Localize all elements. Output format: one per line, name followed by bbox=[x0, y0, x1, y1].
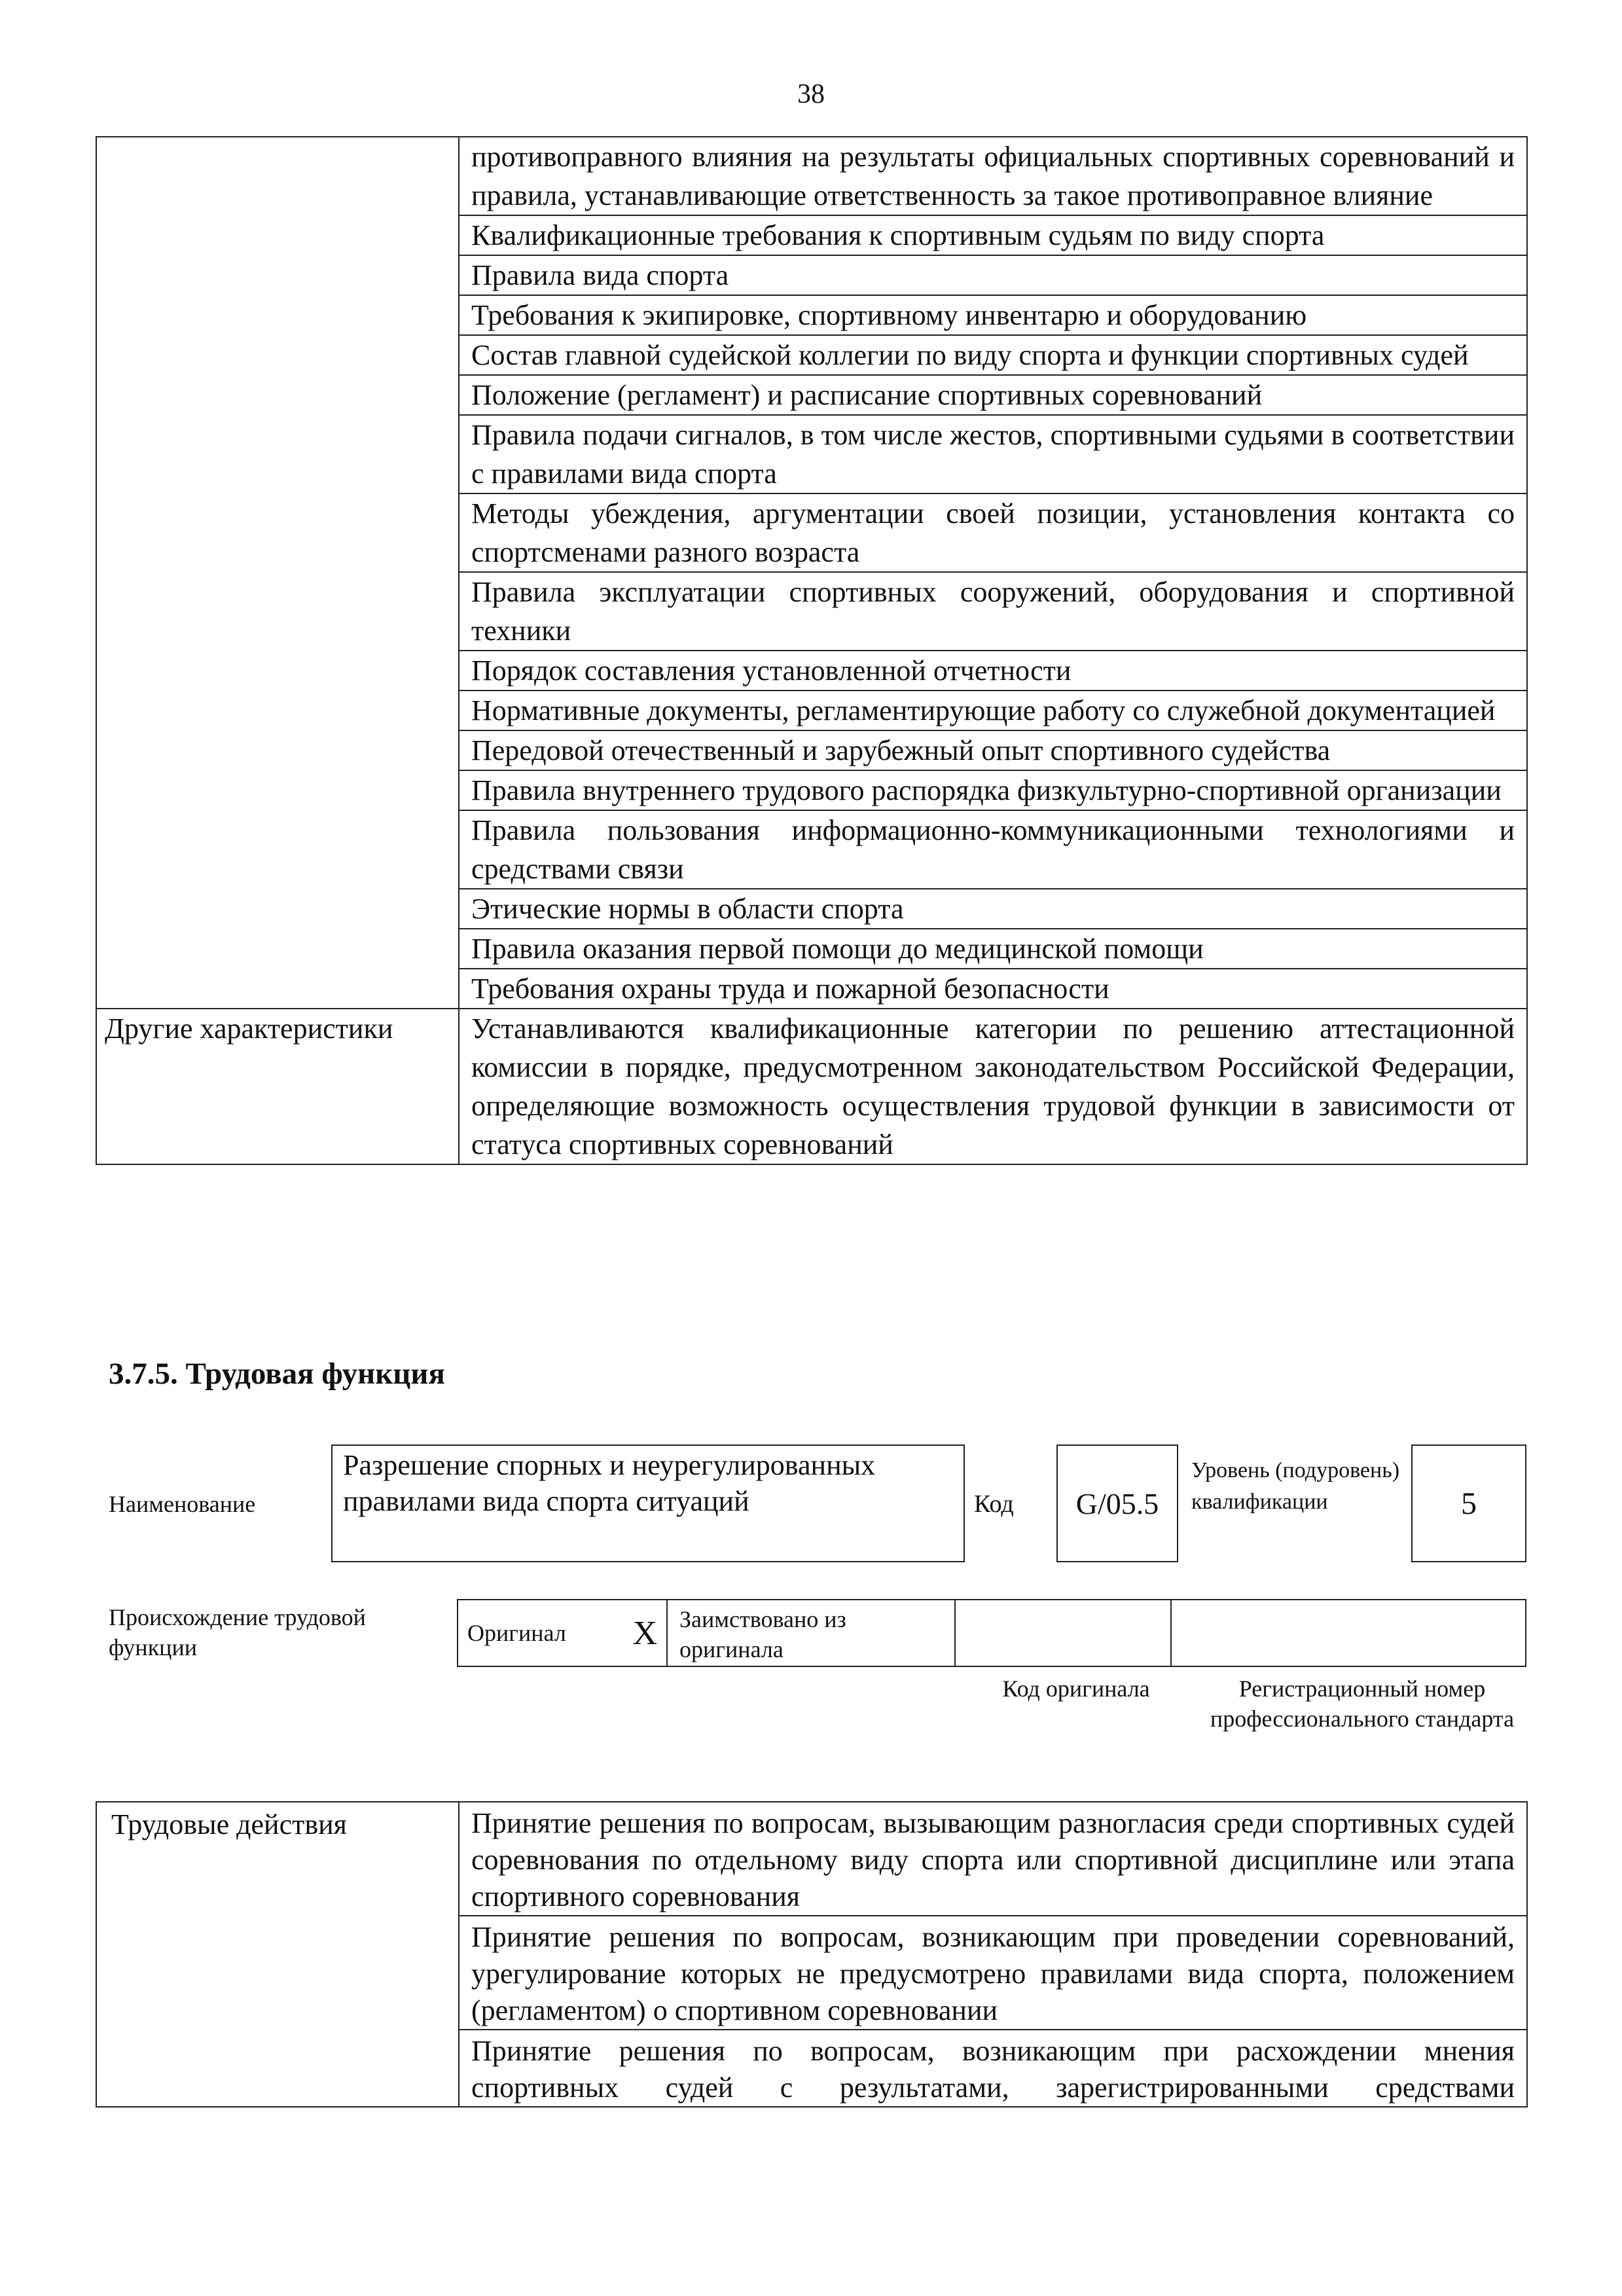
function-name-box: Разрешение спорных и неурегулированных правилами вида спорта ситуаций bbox=[331, 1444, 965, 1562]
knowledge-item: Правила внутреннего трудового распорядка физкультурно-спортивной организации bbox=[459, 770, 1527, 810]
labor-action-item: Принятие решения по вопросам, возникающим при проведении соревнований, урегулирование которых не предусмотрено правилами вида спорта, положением (регламентом) о спортивном соревновании bbox=[459, 1916, 1527, 2030]
knowledge-item: Правила эксплуатации спортивных сооружений, оборудования и спортивной техники bbox=[459, 572, 1527, 651]
origin-mark: X bbox=[632, 1614, 657, 1652]
origin-original-cell bbox=[458, 1600, 668, 1666]
knowledge-item: Состав главной судейской коллегии по виду спорта и функции спортивных судей bbox=[459, 335, 1527, 375]
knowledge-item: Правила оказания первой помощи до медицинской помощи bbox=[459, 929, 1527, 969]
labor-actions-table bbox=[96, 1801, 1528, 2108]
knowledge-label-cell bbox=[96, 137, 459, 1009]
table-row bbox=[96, 1009, 1527, 1164]
page-number: 38 bbox=[797, 79, 825, 109]
knowledge-item: Требования охраны труда и пожарной безопасности bbox=[459, 969, 1527, 1009]
labor-actions-label: Трудовые действия bbox=[96, 1802, 459, 2107]
knowledge-item: Положение (регламент) и расписание спортивных соревнований bbox=[459, 375, 1527, 415]
origin-borrowed-cell: Заимствовано из оригинала bbox=[668, 1600, 956, 1666]
origin-code-caption: Код оригинала bbox=[1002, 1676, 1150, 1702]
knowledge-item: Правила подачи сигналов, в том числе жестов, спортивными судьями в соответствии с правилами вида спорта bbox=[459, 415, 1527, 493]
origin-reg-caption: Регистрационный номер профессионального стандарта bbox=[1210, 1676, 1515, 1732]
level-label: Уровень (подуровень) квалификации bbox=[1191, 1458, 1400, 1514]
knowledge-item: Передовой отечественный и зарубежный опыт спортивного судейства bbox=[459, 730, 1527, 770]
knowledge-item: Требования к экипировке, спортивному инвентарю и оборудованию bbox=[459, 295, 1527, 335]
knowledge-item: Нормативные документы, регламентирующие работу со служебной документацией bbox=[459, 691, 1527, 730]
labor-action-item: Принятие решения по вопросам, вызывающим разногласия среди спортивных судей соревнования по отдельному виду спорта или спортивной дисциплине или этапа спортивного соревнования bbox=[459, 1802, 1527, 1916]
knowledge-item: Порядок составления установленной отчетности bbox=[459, 651, 1527, 691]
knowledge-item: Этические нормы в области спорта bbox=[459, 889, 1527, 929]
table-row bbox=[96, 137, 1527, 215]
knowledge-item: противоправного влияния на результаты официальных спортивных соревнований и правила, устанавливающие ответственность за такое противоправное влияние bbox=[459, 137, 1527, 215]
origin-reg-cell bbox=[1172, 1600, 1525, 1666]
knowledge-table bbox=[96, 136, 1528, 1165]
knowledge-item: Методы убеждения, аргументации своей позиции, установления контакта со спортсменами разного возраста bbox=[459, 493, 1527, 572]
code-box: G/05.5 bbox=[1056, 1444, 1178, 1562]
origin-label: Происхождение трудовой функции bbox=[109, 1604, 366, 1660]
name-label: Наименование bbox=[109, 1491, 256, 1517]
section-heading: 3.7.5. Трудовая функция bbox=[109, 1357, 445, 1391]
other-characteristics-text: Устанавливаются квалификационные категории по решению аттестационной комиссии в порядке, предусмотренном законодательством Российской Федерации, определяющие возможность осуществления трудовой функции в зависимости от статуса спортивных соревнований bbox=[459, 1009, 1527, 1164]
knowledge-item: Квалификационные требования к спортивным судьям по виду спорта bbox=[459, 215, 1527, 255]
origin-row bbox=[457, 1599, 1526, 1667]
table-row bbox=[96, 1802, 1527, 1916]
knowledge-item: Правила вида спорта bbox=[459, 255, 1527, 295]
labor-action-item: Принятие решения по вопросам, возникающим при расхождении мнения спортивных судей с результатами, зарегистрированными средствами bbox=[459, 2030, 1527, 2107]
code-label: Код bbox=[974, 1490, 1014, 1518]
knowledge-item: Правила пользования информационно-коммуникационными технологиями и средствами связи bbox=[459, 810, 1527, 889]
other-characteristics-label: Другие характеристики bbox=[96, 1009, 459, 1164]
origin-code-cell bbox=[956, 1600, 1172, 1666]
origin-original-label: Оригинал bbox=[467, 1620, 566, 1646]
level-box: 5 bbox=[1411, 1444, 1526, 1562]
